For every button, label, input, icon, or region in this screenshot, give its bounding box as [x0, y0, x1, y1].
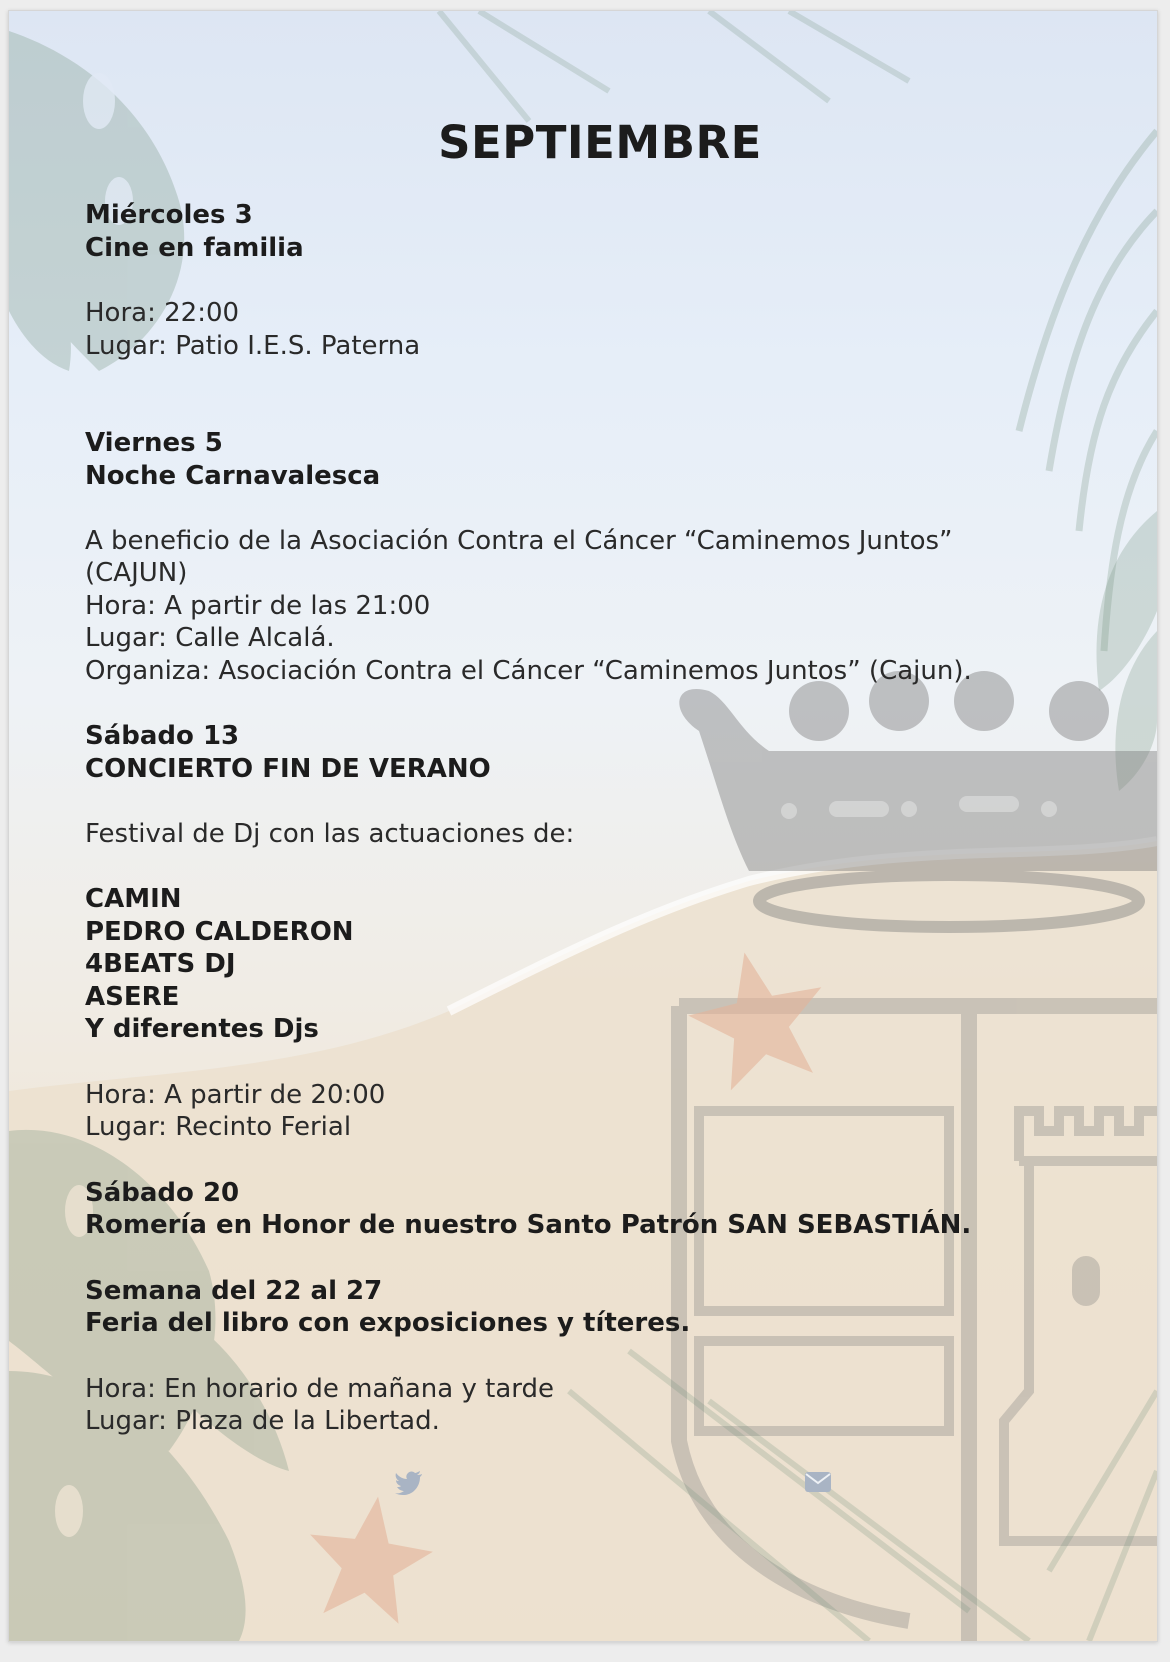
performer: PEDRO CALDERON — [85, 917, 354, 947]
event-date: Viernes 5 — [85, 428, 223, 458]
event-date: Sábado 20 — [85, 1178, 240, 1208]
performer: Y diferentes Djs — [85, 1014, 319, 1044]
event-detail: Lugar: Calle Alcalá. — [85, 623, 335, 653]
event-detail: Lugar: Plaza de la Libertad. — [85, 1406, 440, 1436]
twitter-icon — [395, 1471, 423, 1501]
performer: ASERE — [85, 982, 180, 1012]
event-detail: (CAJUN) — [85, 558, 188, 588]
event-date: Sábado 13 — [85, 721, 240, 751]
event-detail: Hora: A partir de las 21:00 — [85, 591, 431, 621]
event-date: Miércoles 3 — [85, 200, 253, 230]
poster-page — [8, 10, 1158, 1642]
performer: CAMIN — [85, 884, 182, 914]
mail-icon — [804, 1471, 832, 1499]
event-name: CONCIERTO FIN DE VERANO — [85, 754, 491, 784]
event-detail: Hora: A partir de 20:00 — [85, 1080, 386, 1110]
event-name: Feria del libro con exposiciones y títeres. — [85, 1308, 691, 1338]
event-detail: Lugar: Recinto Ferial — [85, 1112, 352, 1142]
event-detail: Hora: En horario de mañana y tarde — [85, 1374, 554, 1404]
event-name: Noche Carnavalesca — [85, 461, 381, 491]
event-intro: Festival de Dj con las actuaciones de: — [85, 819, 575, 849]
event-detail: Lugar: Patio I.E.S. Paterna — [85, 331, 421, 361]
event-name: Romería en Honor de nuestro Santo Patrón SAN SEBASTIÁN. — [85, 1210, 972, 1240]
page-title: SEPTIEMBRE — [438, 116, 762, 169]
event-detail: Hora: 22:00 — [85, 298, 240, 328]
event-name: Cine en familia — [85, 233, 304, 263]
event-detail: A beneficio de la Asociación Contra el Cáncer “Caminemos Juntos” — [85, 526, 953, 556]
event-date: Semana del 22 al 27 — [85, 1276, 383, 1306]
performer: 4BEATS DJ — [85, 949, 236, 979]
event-detail: Organiza: Asociación Contra el Cáncer “Caminemos Juntos” (Cajun). — [85, 656, 972, 686]
